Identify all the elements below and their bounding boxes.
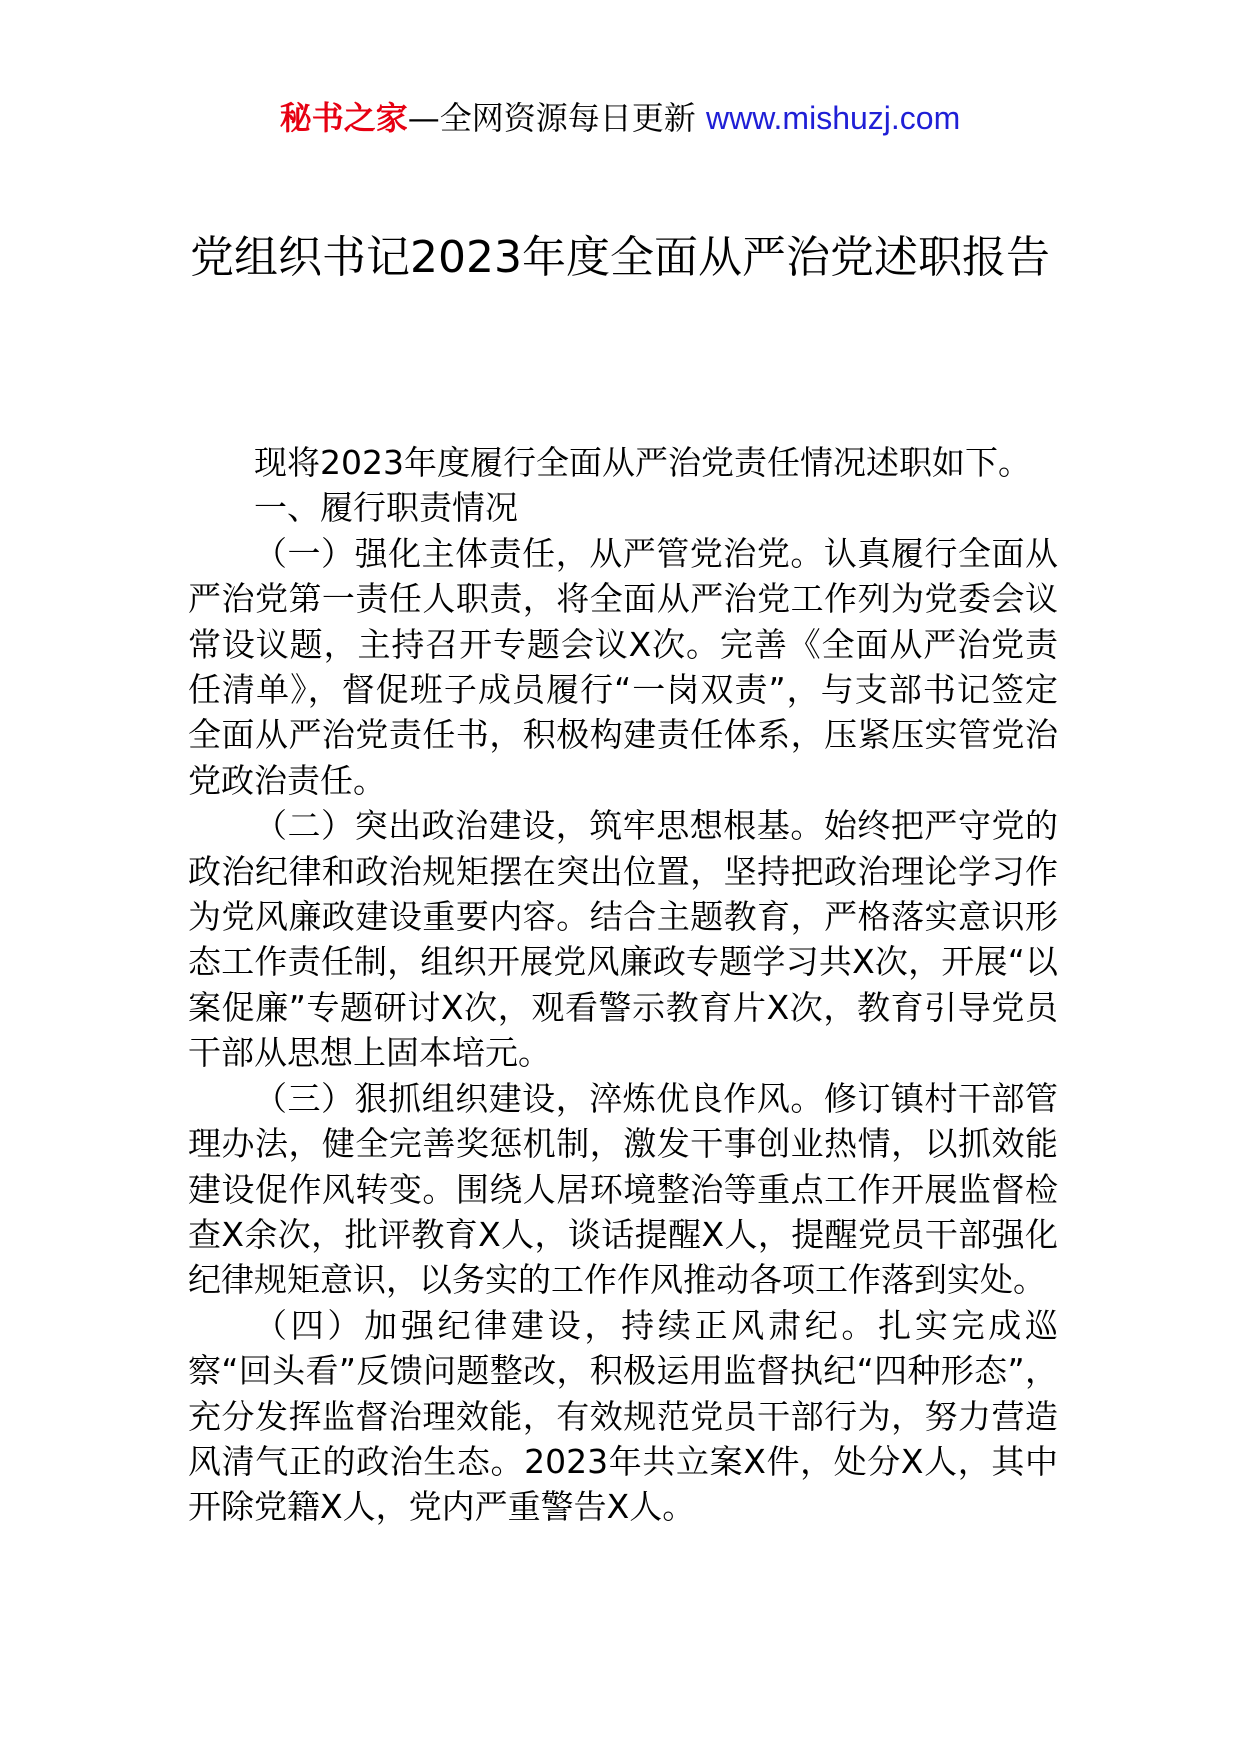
body-paragraph: （三）狠抓组织建设，淬炼优良作风。修订镇村干部管理办法，健全完善奖惩机制，激发干事创业热情，以抓效能建设促作风转变。围绕人居环境整治等重点工作开展监督检查X余次，批评教育X人，谈话提醒X人，提醒党员干部强化纪律规矩意识，以务实的工作作风推动各项工作落到实处。: [188, 1078, 1058, 1300]
site-url-link[interactable]: www.mishuzj.com: [705, 100, 961, 136]
document-title: 党组织书记2023年度全面从严治党述职报告: [190, 232, 1050, 283]
body-paragraph: （一）强化主体责任，从严管党治党。认真履行全面从严治党第一责任人职责，将全面从严治党工作列为党委会议常设议题，主持召开专题会议X次。完善《全面从严治党责任清单》，督促班子成员履行“一岗双责”，与支部书记签定全面从严治党责任书，积极构建责任体系，压紧压实管党治党政治责任。: [188, 533, 1058, 800]
site-header: [0, 98, 1240, 138]
body-paragraph: （二）突出政治建设，筑牢思想根基。始终把严守党的政治纪律和政治规矩摆在突出位置，坚持把政治理论学习作为党风廉政建设重要内容。结合主题教育，严格落实意识形态工作责任制，组织开展党风廉政专题学习共X次，开展“以案促廉”专题研讨X次，观看警示教育片X次，教育引导党员干部从思想上固本培元。: [188, 806, 1058, 1073]
document-body: [188, 440, 1058, 1530]
intro-paragraph: 现将2023年度履行全面从严治党责任情况述职如下。: [254, 443, 1031, 482]
site-brand: 秘书之家: [279, 99, 408, 137]
body-paragraph: （四）加强纪律建设，持续正风肃纪。扎实完成巡察“回头看”反馈问题整改，积极运用监督执纪“四种形态”，充分发挥监督治理效能，有效规范党员干部行为，努力营造风清气正的政治生态。2023年共立案X件，处分X人，其中开除党籍X人，党内严重警告X人。: [188, 1305, 1058, 1527]
section-heading: 一、履行职责情况: [254, 488, 518, 528]
site-slogan: —全网资源每日更新: [407, 99, 706, 137]
